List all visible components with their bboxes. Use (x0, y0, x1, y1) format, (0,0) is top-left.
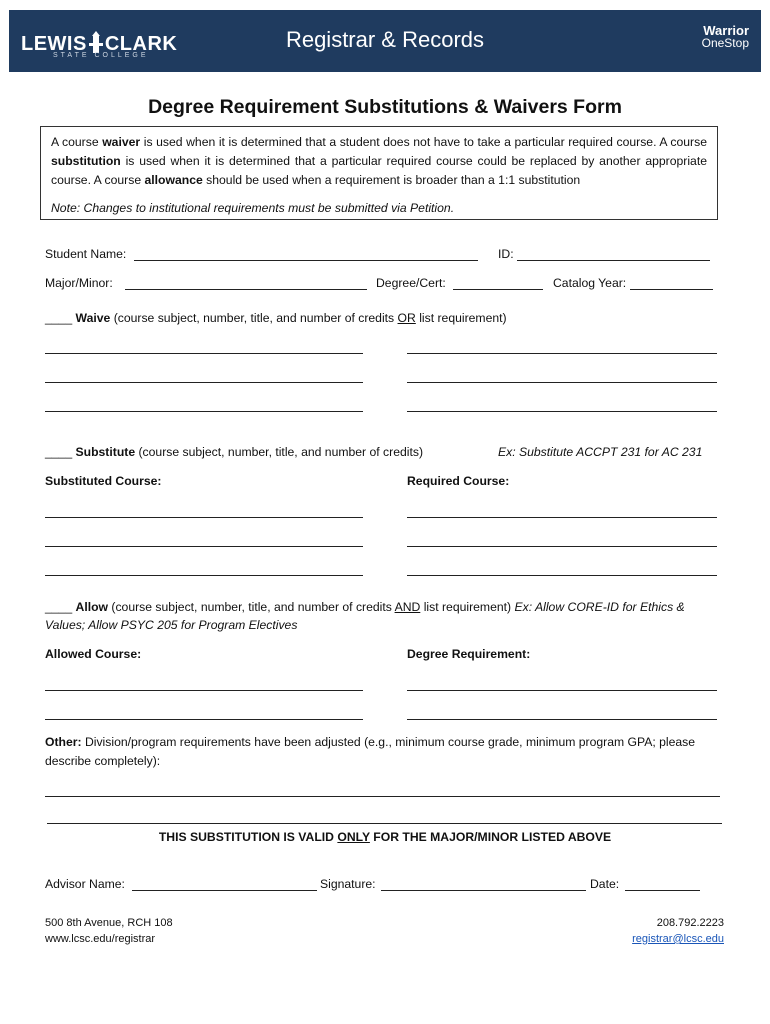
other-heading (45, 735, 695, 749)
validity-text-b: FOR THE MAJOR/MINOR LISTED ABOVE (373, 830, 612, 844)
advisor-name-field[interactable] (132, 890, 317, 891)
footer-address: 500 8th Avenue, RCH 108 (45, 917, 173, 929)
degree-requirement-field-1[interactable] (407, 690, 717, 691)
allow-label: Allow (75, 600, 109, 614)
required-course-label: Required Course: (407, 474, 510, 488)
allow-example-a: Ex: Allow CORE-ID for Ethics & (514, 600, 685, 614)
allowed-course-field-2[interactable] (45, 719, 363, 720)
other-field-1[interactable] (45, 796, 720, 797)
signature-field[interactable] (381, 890, 586, 891)
student-name-field[interactable] (134, 260, 478, 261)
substituted-course-field-1[interactable] (45, 517, 363, 518)
intro-allowance-term: allowance (144, 173, 203, 187)
footer-left (45, 915, 173, 947)
allowed-course-field-1[interactable] (45, 690, 363, 691)
intro-substitution-term: substitution (51, 154, 121, 168)
degree-requirement-field-2[interactable] (407, 719, 717, 720)
footer-website[interactable]: www.lcsc.edu/registrar (45, 933, 156, 945)
intro-text-1: A course (51, 135, 99, 149)
degree-requirement-label: Degree Requirement: (407, 647, 531, 661)
waive-field-right-2[interactable] (407, 382, 717, 383)
date-field[interactable] (625, 890, 700, 891)
logo-text-onestop: OneStop (701, 36, 749, 50)
intro-text-2: is used when it is determined that a student does not have to take a particular required course. A course (143, 135, 707, 149)
waive-field-right-3[interactable] (407, 411, 717, 412)
waive-or: OR (397, 311, 416, 325)
substituted-course-field-2[interactable] (45, 546, 363, 547)
validity-only: ONLY (337, 830, 370, 844)
intro-note: Note: Changes to institutional requirements must be submitted via Petition. (51, 201, 455, 215)
waive-field-left-1[interactable] (45, 353, 363, 354)
major-minor-label: Major/Minor: (45, 276, 113, 290)
student-name-label: Student Name: (45, 247, 127, 261)
footer-email-link[interactable]: registrar@lcsc.edu (632, 933, 724, 945)
logo-text-lewis: LEWIS (21, 33, 87, 55)
header-banner (9, 10, 761, 72)
substituted-course-label: Substituted Course: (45, 474, 162, 488)
allowed-course-label: Allowed Course: (45, 647, 142, 661)
other-desc-b: describe completely): (45, 754, 161, 768)
substitute-label: Substitute (75, 445, 136, 459)
required-course-field-2[interactable] (407, 546, 717, 547)
substitute-desc: (course subject, number, title, and number of credits) (138, 445, 424, 459)
allow-heading (45, 600, 685, 614)
required-course-field-3[interactable] (407, 575, 717, 576)
other-field-2[interactable] (47, 823, 722, 824)
waive-field-left-2[interactable] (45, 382, 363, 383)
form-title: Degree Requirement Substitutions & Waivers Form (148, 96, 622, 118)
intro-waiver-term: waiver (102, 135, 141, 149)
warrior-onestop-logo[interactable] (702, 24, 749, 50)
other-label: Other: (45, 735, 82, 749)
header-title: Registrar & Records (285, 27, 485, 52)
intro-text-4: should be used when a requirement is broader than a 1:1 substitution (206, 173, 581, 187)
required-course-field-1[interactable] (407, 517, 717, 518)
waive-field-right-1[interactable] (407, 353, 717, 354)
substitute-heading (45, 445, 423, 459)
logo-text-warrior: Warrior (703, 23, 749, 38)
substitute-checkbox-blank[interactable]: ____ (45, 445, 73, 459)
degree-cert-label: Degree/Cert: (376, 276, 446, 290)
allow-example-b: Values; Allow PSYC 205 for Program Electives (45, 618, 298, 632)
advisor-name-label: Advisor Name: (45, 877, 125, 891)
id-field[interactable] (517, 260, 710, 261)
catalog-year-label: Catalog Year: (553, 276, 627, 290)
substituted-course-field-3[interactable] (45, 575, 363, 576)
waive-desc-a: (course subject, number, title, and number of credits (113, 311, 395, 325)
intro-box (40, 126, 718, 220)
allow-desc-b: list requirement) (423, 600, 512, 614)
intro-paragraph (51, 133, 707, 190)
allow-and: AND (394, 600, 421, 614)
waive-field-left-3[interactable] (45, 411, 363, 412)
date-label: Date: (590, 877, 620, 891)
id-label: ID: (498, 247, 514, 261)
validity-notice (0, 830, 770, 844)
footer-right (632, 915, 724, 947)
signature-label: Signature: (320, 877, 376, 891)
footer-phone: 208.792.2223 (656, 917, 724, 929)
waive-checkbox-blank[interactable]: ____ (45, 311, 73, 325)
waive-desc-b: list requirement) (419, 311, 507, 325)
validity-text-a: THIS SUBSTITUTION IS VALID (158, 830, 334, 844)
allow-checkbox-blank[interactable]: ____ (45, 600, 73, 614)
intro-text-3: is used when it is determined that a particular required course could be replaced by another appropriate course. A course (51, 154, 707, 187)
degree-cert-field[interactable] (453, 289, 543, 290)
substitute-example: Ex: Substitute ACCPT 231 for AC 231 (498, 445, 703, 459)
other-desc-a: Division/program requirements have been adjusted (e.g., minimum course grade, minimum program GPA; please (84, 735, 696, 749)
logo-text-clark: CLARK (104, 33, 178, 55)
logo-subtitle: STATE COLLEGE (53, 52, 149, 59)
catalog-year-field[interactable] (630, 289, 713, 290)
allow-desc-a: (course subject, number, title, and number of credits (111, 600, 392, 614)
major-minor-field[interactable] (125, 289, 367, 290)
waive-heading (45, 311, 507, 325)
waive-label: Waive (75, 311, 111, 325)
